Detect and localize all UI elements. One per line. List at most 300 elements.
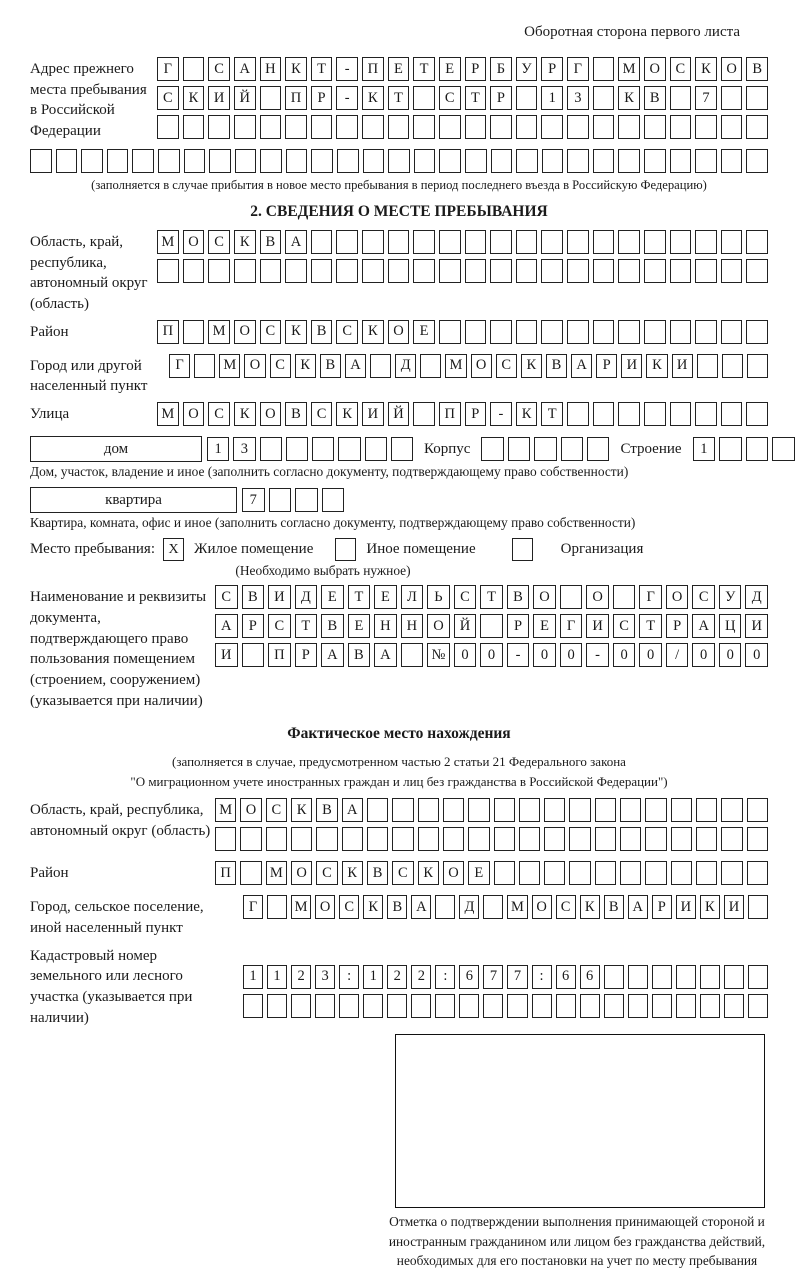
char-cell[interactable]	[413, 230, 435, 254]
char-cell[interactable]	[490, 259, 512, 283]
char-cell[interactable]	[391, 437, 413, 461]
char-cell[interactable]	[746, 402, 768, 426]
char-cell[interactable]	[724, 965, 744, 989]
char-cell[interactable]	[388, 230, 410, 254]
char-cell[interactable]	[260, 259, 282, 283]
char-cell[interactable]	[336, 230, 358, 254]
char-cell[interactable]: К	[580, 895, 600, 919]
char-cell[interactable]: 0	[533, 643, 556, 667]
char-cell[interactable]: М	[208, 320, 230, 344]
char-cell[interactable]	[670, 320, 692, 344]
char-cell[interactable]	[362, 230, 384, 254]
char-cell[interactable]: :	[435, 965, 455, 989]
char-cell[interactable]: К	[695, 57, 717, 81]
char-cell[interactable]	[367, 798, 388, 822]
char-cell[interactable]: В	[387, 895, 407, 919]
char-cell[interactable]: В	[260, 230, 282, 254]
char-cell[interactable]: Г	[157, 57, 179, 81]
char-cell[interactable]	[696, 798, 717, 822]
char-cell[interactable]	[311, 230, 333, 254]
char-cell[interactable]	[194, 354, 215, 378]
char-cell[interactable]	[670, 115, 692, 139]
char-cell[interactable]: К	[516, 402, 538, 426]
char-cell[interactable]: М	[157, 230, 179, 254]
char-cell[interactable]: С	[336, 320, 358, 344]
char-cell[interactable]	[184, 149, 206, 173]
char-cell[interactable]	[569, 861, 590, 885]
char-cell[interactable]	[363, 149, 385, 173]
char-cell[interactable]: В	[746, 57, 768, 81]
char-cell[interactable]	[670, 259, 692, 283]
char-cell[interactable]: Л	[401, 585, 424, 609]
char-cell[interactable]	[618, 149, 640, 173]
char-cell[interactable]: Т	[541, 402, 563, 426]
char-cell[interactable]: К	[336, 402, 358, 426]
char-cell[interactable]: А	[321, 643, 344, 667]
char-cell[interactable]: В	[507, 585, 530, 609]
char-cell[interactable]: К	[418, 861, 439, 885]
char-cell[interactable]: В	[285, 402, 307, 426]
char-cell[interactable]	[541, 115, 563, 139]
char-cell[interactable]: И	[215, 643, 238, 667]
char-cell[interactable]: О	[721, 57, 743, 81]
char-cell[interactable]	[311, 115, 333, 139]
char-cell[interactable]	[595, 861, 616, 885]
char-cell[interactable]: А	[215, 614, 238, 638]
char-cell[interactable]: Р	[311, 86, 333, 110]
char-cell[interactable]	[363, 994, 383, 1018]
char-cell[interactable]	[620, 861, 641, 885]
char-cell[interactable]: 3	[315, 965, 335, 989]
char-cell[interactable]: М	[215, 798, 236, 822]
char-cell[interactable]: М	[291, 895, 311, 919]
char-cell[interactable]: 0	[639, 643, 662, 667]
char-cell[interactable]	[721, 861, 742, 885]
char-cell[interactable]	[413, 259, 435, 283]
char-cell[interactable]: А	[342, 798, 363, 822]
char-cell[interactable]	[481, 437, 503, 461]
char-cell[interactable]	[746, 230, 768, 254]
char-cell[interactable]	[291, 994, 311, 1018]
char-cell[interactable]: 6	[556, 965, 576, 989]
char-cell[interactable]: К	[362, 86, 384, 110]
char-cell[interactable]	[644, 320, 666, 344]
char-cell[interactable]	[620, 798, 641, 822]
char-cell[interactable]: С	[556, 895, 576, 919]
char-cell[interactable]	[569, 798, 590, 822]
char-cell[interactable]	[413, 402, 435, 426]
char-cell[interactable]: 0	[480, 643, 503, 667]
char-cell[interactable]: И	[208, 86, 230, 110]
char-cell[interactable]	[721, 230, 743, 254]
char-cell[interactable]: 0	[454, 643, 477, 667]
char-cell[interactable]	[695, 320, 717, 344]
char-cell[interactable]	[721, 259, 743, 283]
char-cell[interactable]	[696, 861, 717, 885]
char-cell[interactable]	[508, 437, 530, 461]
char-cell[interactable]: Р	[652, 895, 672, 919]
char-cell[interactable]: О	[471, 354, 492, 378]
char-cell[interactable]: Д	[459, 895, 479, 919]
char-cell[interactable]	[516, 86, 538, 110]
char-cell[interactable]	[697, 354, 718, 378]
char-cell[interactable]	[443, 798, 464, 822]
char-cell[interactable]	[516, 230, 538, 254]
char-cell[interactable]: К	[363, 895, 383, 919]
char-cell[interactable]	[516, 320, 538, 344]
char-cell[interactable]	[183, 115, 205, 139]
char-cell[interactable]	[337, 149, 359, 173]
char-cell[interactable]: -	[586, 643, 609, 667]
char-cell[interactable]: 3	[567, 86, 589, 110]
char-cell[interactable]: Ц	[719, 614, 742, 638]
char-cell[interactable]: 2	[291, 965, 311, 989]
char-cell[interactable]: К	[362, 320, 384, 344]
char-cell[interactable]	[567, 402, 589, 426]
char-cell[interactable]: 6	[580, 965, 600, 989]
char-cell[interactable]: Е	[321, 585, 344, 609]
char-cell[interactable]: В	[316, 798, 337, 822]
char-cell[interactable]	[459, 994, 479, 1018]
char-cell[interactable]	[267, 994, 287, 1018]
char-cell[interactable]	[208, 259, 230, 283]
char-cell[interactable]	[439, 149, 461, 173]
char-cell[interactable]	[618, 402, 640, 426]
char-cell[interactable]	[234, 115, 256, 139]
char-cell[interactable]	[468, 827, 489, 851]
char-cell[interactable]: В	[348, 643, 371, 667]
char-cell[interactable]	[367, 827, 388, 851]
char-cell[interactable]	[215, 827, 236, 851]
char-cell[interactable]: И	[586, 614, 609, 638]
char-cell[interactable]: О	[644, 57, 666, 81]
char-cell[interactable]: К	[234, 402, 256, 426]
char-cell[interactable]	[721, 798, 742, 822]
char-cell[interactable]: А	[234, 57, 256, 81]
char-cell[interactable]	[414, 149, 436, 173]
char-cell[interactable]: М	[507, 895, 527, 919]
char-cell[interactable]	[443, 827, 464, 851]
char-cell[interactable]: О	[388, 320, 410, 344]
char-cell[interactable]: Т	[465, 86, 487, 110]
char-cell[interactable]: С	[268, 614, 291, 638]
char-cell[interactable]	[618, 115, 640, 139]
char-cell[interactable]: С	[270, 354, 291, 378]
char-cell[interactable]: В	[604, 895, 624, 919]
char-cell[interactable]: О	[533, 585, 556, 609]
char-cell[interactable]	[628, 965, 648, 989]
char-cell[interactable]	[670, 149, 692, 173]
char-cell[interactable]: Т	[639, 614, 662, 638]
char-cell[interactable]: Г	[169, 354, 190, 378]
char-cell[interactable]: 0	[745, 643, 768, 667]
char-cell[interactable]	[695, 402, 717, 426]
char-cell[interactable]: М	[157, 402, 179, 426]
char-cell[interactable]	[560, 585, 583, 609]
char-cell[interactable]	[695, 259, 717, 283]
char-cell[interactable]: В	[546, 354, 567, 378]
char-cell[interactable]: Н	[374, 614, 397, 638]
char-cell[interactable]: Г	[243, 895, 263, 919]
char-cell[interactable]	[722, 354, 743, 378]
char-cell[interactable]	[439, 115, 461, 139]
char-cell[interactable]	[243, 994, 263, 1018]
char-cell[interactable]	[593, 402, 615, 426]
char-cell[interactable]	[311, 149, 333, 173]
char-cell[interactable]	[676, 965, 696, 989]
char-cell[interactable]: О	[315, 895, 335, 919]
char-cell[interactable]	[593, 57, 615, 81]
char-cell[interactable]: Р	[295, 643, 318, 667]
char-cell[interactable]	[561, 437, 583, 461]
char-cell[interactable]	[670, 402, 692, 426]
char-cell[interactable]: К	[183, 86, 205, 110]
char-cell[interactable]: Ь	[427, 585, 450, 609]
char-cell[interactable]	[234, 259, 256, 283]
char-cell[interactable]: М	[266, 861, 287, 885]
char-cell[interactable]: №	[427, 643, 450, 667]
char-cell[interactable]: В	[320, 354, 341, 378]
char-cell[interactable]: Г	[639, 585, 662, 609]
char-cell[interactable]: П	[215, 861, 236, 885]
char-cell[interactable]	[567, 320, 589, 344]
char-cell[interactable]: О	[244, 354, 265, 378]
char-cell[interactable]	[541, 230, 563, 254]
char-cell[interactable]: О	[586, 585, 609, 609]
char-cell[interactable]	[695, 230, 717, 254]
char-cell[interactable]	[541, 320, 563, 344]
char-cell[interactable]: Н	[260, 57, 282, 81]
char-cell[interactable]	[595, 798, 616, 822]
char-cell[interactable]	[388, 149, 410, 173]
char-cell[interactable]	[644, 230, 666, 254]
char-cell[interactable]	[491, 149, 513, 173]
char-cell[interactable]	[494, 861, 515, 885]
char-cell[interactable]	[392, 798, 413, 822]
char-cell[interactable]	[544, 861, 565, 885]
char-cell[interactable]	[157, 115, 179, 139]
char-cell[interactable]	[721, 115, 743, 139]
char-cell[interactable]: 1	[207, 437, 229, 461]
char-cell[interactable]	[235, 149, 257, 173]
char-cell[interactable]: И	[268, 585, 291, 609]
char-cell[interactable]: А	[345, 354, 366, 378]
char-cell[interactable]	[483, 994, 503, 1018]
char-cell[interactable]: Б	[490, 57, 512, 81]
char-cell[interactable]	[620, 827, 641, 851]
char-cell[interactable]	[311, 259, 333, 283]
char-cell[interactable]	[645, 827, 666, 851]
char-cell[interactable]	[418, 798, 439, 822]
char-cell[interactable]: С	[260, 320, 282, 344]
char-cell[interactable]	[242, 643, 265, 667]
char-cell[interactable]	[567, 259, 589, 283]
char-cell[interactable]: Е	[533, 614, 556, 638]
char-cell[interactable]: Д	[295, 585, 318, 609]
char-cell[interactable]: П	[268, 643, 291, 667]
char-cell[interactable]: И	[672, 354, 693, 378]
char-cell[interactable]: К	[521, 354, 542, 378]
char-cell[interactable]: О	[240, 798, 261, 822]
char-cell[interactable]: Й	[234, 86, 256, 110]
char-cell[interactable]: К	[646, 354, 667, 378]
char-cell[interactable]: 0	[719, 643, 742, 667]
char-cell[interactable]	[541, 259, 563, 283]
char-cell[interactable]	[721, 827, 742, 851]
char-cell[interactable]	[465, 320, 487, 344]
char-cell[interactable]	[700, 965, 720, 989]
char-cell[interactable]	[56, 149, 78, 173]
char-cell[interactable]	[534, 437, 556, 461]
char-cell[interactable]: 7	[695, 86, 717, 110]
char-cell[interactable]	[285, 115, 307, 139]
char-cell[interactable]: 2	[411, 965, 431, 989]
char-cell[interactable]: С	[266, 798, 287, 822]
char-cell[interactable]	[81, 149, 103, 173]
char-cell[interactable]	[483, 895, 503, 919]
char-cell[interactable]	[490, 320, 512, 344]
char-cell[interactable]: В	[644, 86, 666, 110]
char-cell[interactable]: Д	[395, 354, 416, 378]
char-cell[interactable]	[267, 895, 287, 919]
char-cell[interactable]	[388, 259, 410, 283]
char-cell[interactable]: О	[532, 895, 552, 919]
char-cell[interactable]	[671, 827, 692, 851]
char-cell[interactable]	[644, 149, 666, 173]
char-cell[interactable]: П	[362, 57, 384, 81]
char-cell[interactable]: Т	[388, 86, 410, 110]
char-cell[interactable]	[516, 115, 538, 139]
char-cell[interactable]	[747, 354, 768, 378]
char-cell[interactable]	[618, 230, 640, 254]
char-cell[interactable]	[208, 115, 230, 139]
char-cell[interactable]: Т	[413, 57, 435, 81]
char-cell[interactable]	[183, 57, 205, 81]
char-cell[interactable]	[719, 437, 742, 461]
char-cell[interactable]	[593, 115, 615, 139]
char-cell[interactable]	[286, 149, 308, 173]
char-cell[interactable]	[285, 259, 307, 283]
char-cell[interactable]: Р	[596, 354, 617, 378]
char-cell[interactable]	[748, 965, 768, 989]
char-cell[interactable]: А	[692, 614, 715, 638]
char-cell[interactable]	[721, 149, 743, 173]
char-cell[interactable]: 0	[560, 643, 583, 667]
char-cell[interactable]	[772, 437, 795, 461]
char-cell[interactable]: А	[374, 643, 397, 667]
char-cell[interactable]	[240, 827, 261, 851]
char-cell[interactable]: И	[724, 895, 744, 919]
char-cell[interactable]: С	[208, 402, 230, 426]
char-cell[interactable]	[544, 827, 565, 851]
char-cell[interactable]	[721, 86, 743, 110]
char-cell[interactable]	[542, 149, 564, 173]
char-cell[interactable]	[644, 115, 666, 139]
char-cell[interactable]: С	[339, 895, 359, 919]
char-cell[interactable]	[413, 115, 435, 139]
char-cell[interactable]: К	[342, 861, 363, 885]
char-cell[interactable]	[593, 86, 615, 110]
char-cell[interactable]: Г	[567, 57, 589, 81]
char-cell[interactable]: Е	[388, 57, 410, 81]
char-cell[interactable]	[567, 115, 589, 139]
char-cell[interactable]	[595, 827, 616, 851]
char-cell[interactable]	[132, 149, 154, 173]
char-cell[interactable]: Е	[413, 320, 435, 344]
char-cell[interactable]: А	[285, 230, 307, 254]
char-cell[interactable]: О	[234, 320, 256, 344]
char-cell[interactable]	[420, 354, 441, 378]
char-cell[interactable]: П	[157, 320, 179, 344]
char-cell[interactable]: Г	[560, 614, 583, 638]
char-cell[interactable]	[695, 115, 717, 139]
char-cell[interactable]: 7	[242, 488, 265, 512]
char-cell[interactable]	[158, 149, 180, 173]
char-cell[interactable]	[439, 320, 461, 344]
char-cell[interactable]	[387, 994, 407, 1018]
char-cell[interactable]	[604, 994, 624, 1018]
char-cell[interactable]: М	[618, 57, 640, 81]
char-cell[interactable]: 7	[507, 965, 527, 989]
char-cell[interactable]	[362, 115, 384, 139]
char-cell[interactable]	[388, 115, 410, 139]
char-cell[interactable]: 1	[267, 965, 287, 989]
char-cell[interactable]	[107, 149, 129, 173]
char-cell[interactable]: С	[208, 57, 230, 81]
char-cell[interactable]	[676, 994, 696, 1018]
char-cell[interactable]	[569, 827, 590, 851]
char-cell[interactable]: Е	[439, 57, 461, 81]
char-cell[interactable]	[260, 86, 282, 110]
char-cell[interactable]: К	[234, 230, 256, 254]
char-cell[interactable]: О	[666, 585, 689, 609]
char-cell[interactable]: Р	[507, 614, 530, 638]
char-cell[interactable]: И	[621, 354, 642, 378]
char-cell[interactable]	[746, 320, 768, 344]
char-cell[interactable]: С	[311, 402, 333, 426]
char-cell[interactable]	[748, 895, 768, 919]
char-cell[interactable]	[439, 230, 461, 254]
char-cell[interactable]	[618, 320, 640, 344]
char-cell[interactable]	[494, 798, 515, 822]
char-cell[interactable]	[587, 437, 609, 461]
char-cell[interactable]	[365, 437, 387, 461]
char-cell[interactable]	[724, 994, 744, 1018]
char-cell[interactable]: И	[745, 614, 768, 638]
char-cell[interactable]	[342, 827, 363, 851]
char-cell[interactable]	[260, 115, 282, 139]
char-cell[interactable]	[671, 798, 692, 822]
char-cell[interactable]: М	[445, 354, 466, 378]
char-cell[interactable]: С	[316, 861, 337, 885]
char-cell[interactable]: Т	[295, 614, 318, 638]
char-cell[interactable]: О	[183, 402, 205, 426]
char-cell[interactable]: Д	[745, 585, 768, 609]
char-cell[interactable]	[670, 230, 692, 254]
char-cell[interactable]: Н	[401, 614, 424, 638]
char-cell[interactable]: -	[336, 57, 358, 81]
char-cell[interactable]: 3	[233, 437, 255, 461]
char-cell[interactable]: Е	[348, 614, 371, 638]
char-cell[interactable]	[336, 115, 358, 139]
checkbox-residential[interactable]: X	[163, 538, 184, 561]
char-cell[interactable]: С	[613, 614, 636, 638]
char-cell[interactable]	[183, 259, 205, 283]
char-cell[interactable]: А	[571, 354, 592, 378]
char-cell[interactable]: 1	[693, 437, 716, 461]
char-cell[interactable]	[157, 259, 179, 283]
char-cell[interactable]	[362, 259, 384, 283]
